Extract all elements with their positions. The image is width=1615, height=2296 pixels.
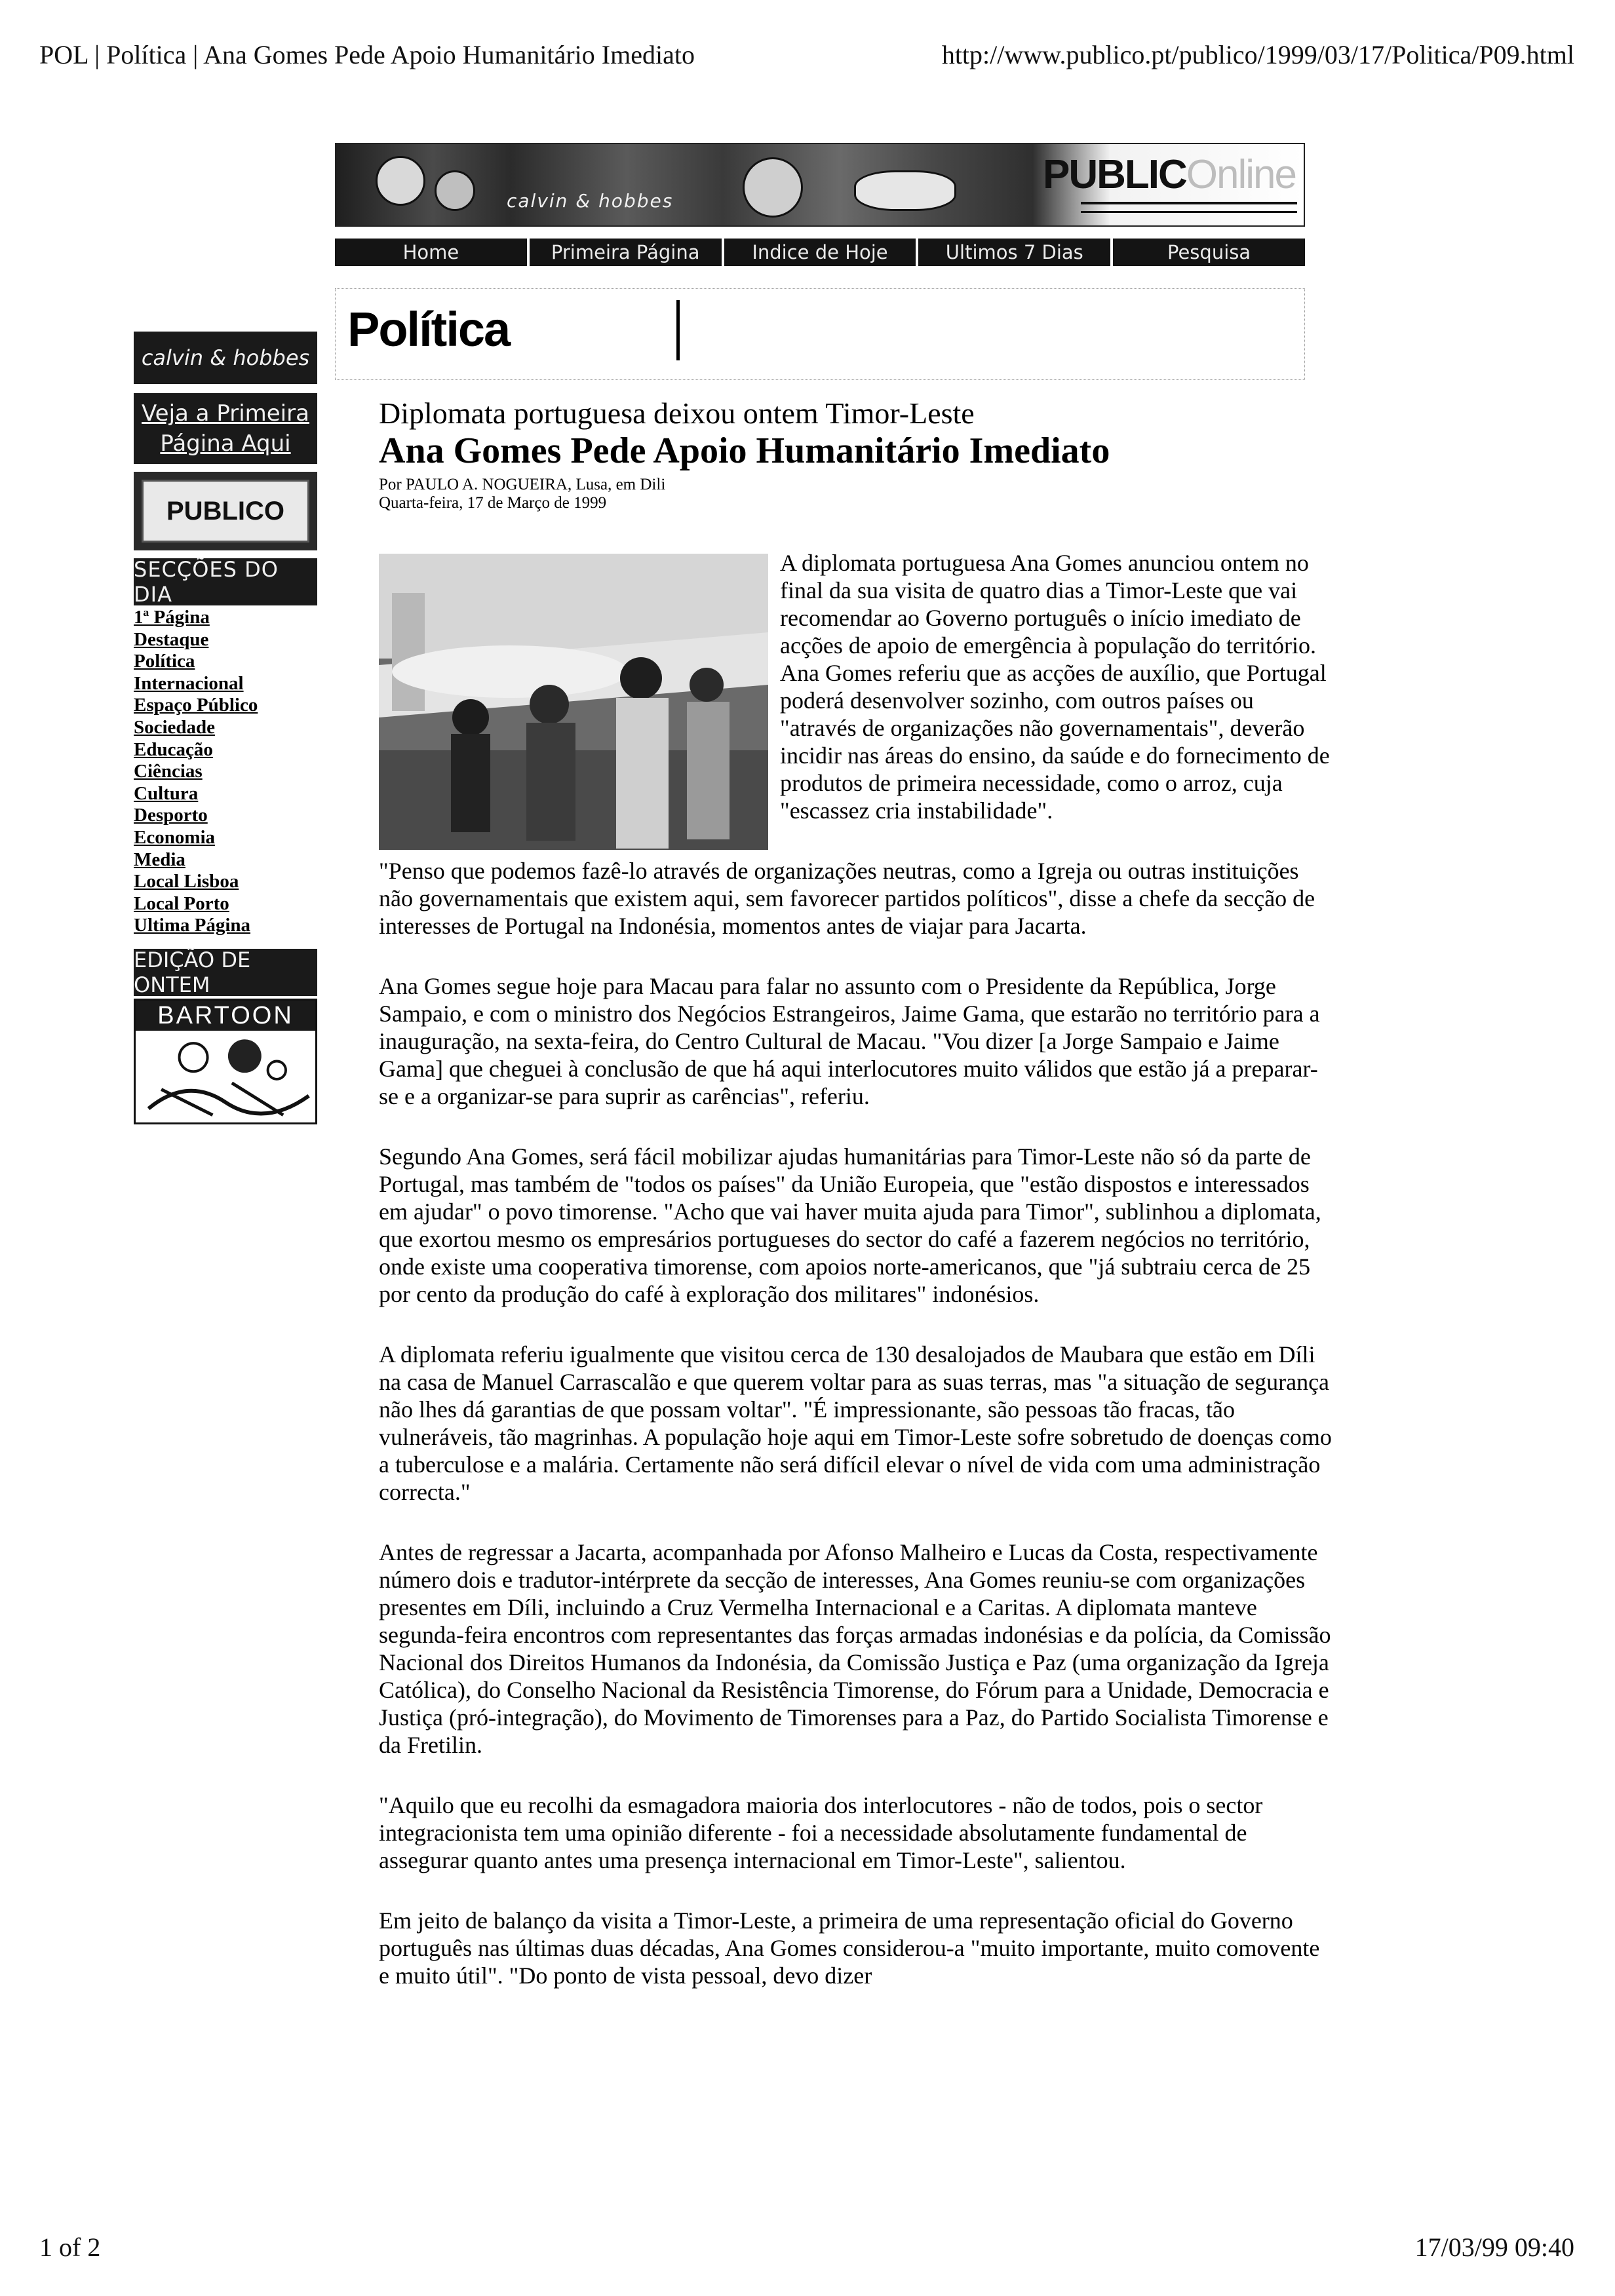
section-link[interactable]: Educação	[134, 738, 213, 760]
logo-text-light: Online	[1186, 152, 1296, 197]
article-body	[379, 549, 1336, 2022]
nav-ultimos-7-dias[interactable]: Ultimos 7 Dias	[918, 239, 1113, 266]
seccoes-do-dia-header: SECÇÕES DO DIA	[134, 558, 317, 605]
list-item	[134, 783, 317, 805]
publico-thumbnail-label: PUBLICO	[142, 480, 309, 543]
list-item	[134, 893, 317, 915]
print-timestamp: 17/03/99 09:40	[1414, 2232, 1574, 2262]
logo-underline	[1081, 202, 1297, 213]
article-paragraph: "Aquilo que eu recolhi da esmagadora maioria dos interlocutores - não de todos, pois o sector integracionista tem uma opinião diferente - foi a necessidade absolutamente fundamental de assegurar quanto antes uma presença internacional em Timor-Leste", salientou.	[379, 1792, 1263, 1873]
nav-home[interactable]: Home	[335, 239, 530, 266]
list-item	[134, 739, 317, 761]
logo-text-bold: PUBLIC	[1043, 152, 1186, 197]
veja-line-1: Veja a Primeira	[142, 400, 309, 427]
section-link[interactable]: Política	[134, 651, 195, 672]
nav-indice-de-hoje[interactable]: Indice de Hoje	[724, 239, 919, 266]
hobbes-cartoon-icon	[435, 170, 475, 211]
section-link[interactable]: Sociedade	[134, 716, 216, 738]
article-paragraph: A diplomata portuguesa Ana Gomes anunciou ontem no final da sua visita de quatro dias a Timor-Leste que vai recomendar ao Governo português o início imediato de acções de apoio de emergência à população do território. Ana Gomes referiu que as acções de auxílio, que Portugal poderá desenvolver sozinho, com outros países ou "através de organizações não governamentais", deverão incidir nas áreas do ensino, da saúde e do fornecimento de produtos de primeira necessidade, como o arroz, cuja "escassez cria instabilidade".	[780, 550, 1330, 824]
bartoon-cartoon-icon	[136, 1031, 315, 1122]
list-item	[134, 607, 317, 629]
article-kicker: Diplomata portuguesa deixou ontem Timor-Leste	[379, 396, 975, 430]
section-link[interactable]: Internacional	[134, 672, 244, 694]
section-link[interactable]: Destaque	[134, 628, 209, 650]
article-paragraph: Ana Gomes segue hoje para Macau para falar no assunto com o Presidente da República, Jorge Sampaio, e com o ministro dos Negócios Estrangeiros, Jaime Gama, que estarão no território para a inauguração, na sexta-feira, do Centro Cultural de Macau. "Vou dizer [a Jorge Sampaio e Jaime Gama] que cheguei à conclusão de que há aqui interlocutores muito válidos que estão já a preparar-se e a organizar-se para suprir as carências", referiu.	[379, 973, 1320, 1109]
section-link[interactable]: Espaço Público	[134, 695, 258, 716]
list-item	[134, 695, 317, 717]
publico-online-logo[interactable]	[1043, 152, 1296, 197]
list-item	[134, 871, 317, 893]
list-item	[134, 915, 317, 937]
article-paragraph: A diplomata referiu igualmente que visitou cerca de 130 desalojados de Maubara que estão em Díli na casa de Manuel Carrascalão e que querem voltar para as suas terras, mas "a situação de segurança não lhes dá garantias de que possam voltar". "É impressionante, são pessoas tão fracas, tão vulneráveis, tão magrinhas. A população hoje aqui em Timor-Leste sofre sobretudo de doenças como a tuberculose e a malária. Certamente não será difícil elevar o nível de vida com uma administração correcta."	[379, 1341, 1332, 1505]
section-link[interactable]: 1ª Página	[134, 607, 210, 628]
print-page-title: POL | Política | Ana Gomes Pede Apoio Humanitário Imediato	[39, 40, 695, 69]
article-headline: Ana Gomes Pede Apoio Humanitário Imediato	[379, 430, 1110, 471]
clown-cartoon-icon	[743, 157, 803, 218]
veja-line-2: Página Aqui	[160, 430, 291, 457]
cartoon-character-icon	[854, 170, 956, 211]
photo-spacer	[379, 549, 780, 856]
veja-primeira-pagina-link[interactable]	[134, 393, 317, 464]
article-paragraph: Segundo Ana Gomes, será fácil mobilizar ajudas humanitárias para Timor-Leste não só da parte de Portugal, mas também de "todos os países" da União Europeia, que "estão dispostos e interessados em ajudar" o povo timorense. "Acho que vai haver muita ajuda para Timor", sublinhou a diplomata, que exortou mesmo os empresários portugueses do sector do café a fazerem negócios no território, onde existe uma cooperativa timorense, com apoios norte-americanos, que "já subtraiu cerca de 25 por cento da produção do café à exploração dos militares" indonésios.	[379, 1143, 1321, 1307]
print-page-url: http://www.publico.pt/publico/1999/03/17/Politica/P09.html	[941, 40, 1574, 69]
section-link[interactable]: Ciências	[134, 761, 203, 782]
list-item	[134, 805, 317, 827]
bartoon-label: BARTOON	[136, 1001, 315, 1031]
nav-primeira-pagina[interactable]: Primeira Página	[530, 239, 724, 266]
publico-front-page-thumbnail[interactable]	[134, 472, 317, 550]
article-paragraph: Em jeito de balanço da visita a Timor-Leste, a primeira de uma representação oficial do Governo português nas últimas duas décadas, Ana Gomes considerou-a "muito importante, muito comovente e muito útil". "Do ponto de vista pessoal, devo dizer	[379, 1907, 1320, 1989]
article-paragraph: "Penso que podemos fazê-lo através de organizações neutras, como a Igreja ou outras instituições não governamentais que existem aqui, sem favorecer partidos políticos", disse a chefe da secção de interesses de Portugal na Indonésia, momentos antes de viajar para Jacarta.	[379, 858, 1315, 939]
main-nav	[335, 239, 1305, 266]
section-link[interactable]: Desporto	[134, 805, 208, 826]
list-item	[134, 827, 317, 849]
list-item	[134, 629, 317, 651]
section-link[interactable]: Economia	[134, 826, 216, 848]
section-link[interactable]: Local Porto	[134, 892, 229, 914]
bartoon-link[interactable]	[134, 999, 317, 1124]
section-link[interactable]: Cultura	[134, 782, 199, 804]
article-date: Quarta-feira, 17 de Março de 1999	[379, 494, 607, 512]
sections-list	[134, 607, 317, 937]
article-byline-block	[379, 476, 665, 512]
nav-pesquisa[interactable]: Pesquisa	[1167, 241, 1251, 263]
banner-cartoon-label: calvin & hobbes	[507, 190, 674, 212]
print-page-number: 1 of 2	[39, 2232, 101, 2262]
sidebar-calvin-hobbes[interactable]: calvin & hobbes	[134, 332, 317, 384]
list-item	[134, 651, 317, 673]
section-link[interactable]: Local Lisboa	[134, 871, 239, 892]
section-title: Política	[347, 302, 510, 356]
article-byline: Por PAULO A. NOGUEIRA, Lusa, em Dili	[379, 476, 666, 493]
list-item	[134, 717, 317, 739]
list-item	[134, 761, 317, 783]
site-banner[interactable]	[335, 143, 1305, 227]
article-paragraph: Antes de regressar a Jacarta, acompanhada por Afonso Malheiro e Lucas da Costa, respectivamente número dois e tradutor-intérprete da secção de interesses, Ana Gomes reuniu-se com organizações presentes em Díli, incluindo a Cruz Vermelha Internacional e a Caritas. A diplomata manteve segunda-feira encontros com representantes das forças armadas indonésias e da polícia, da Comissão Nacional dos Direitos Humanos da Indonésia, da Comissão Justiça e Paz (uma organização da Igreja Católica), do Conselho Nacional da Resistência Timorense, do Fórum para a Unidade, Democracia e Justiça (pró-integração), do Movimento de Timorenses para a Paz, do Partido Socialista Timorense e da Fretilin.	[379, 1539, 1331, 1758]
calvin-cartoon-icon	[376, 156, 425, 206]
list-item	[134, 673, 317, 695]
section-divider	[676, 300, 680, 360]
edicao-de-ontem-link[interactable]: EDIÇÃO DE ONTEM	[134, 949, 317, 996]
section-link[interactable]: Ultima Página	[134, 915, 251, 936]
section-link[interactable]: Media	[134, 849, 185, 870]
list-item	[134, 849, 317, 871]
